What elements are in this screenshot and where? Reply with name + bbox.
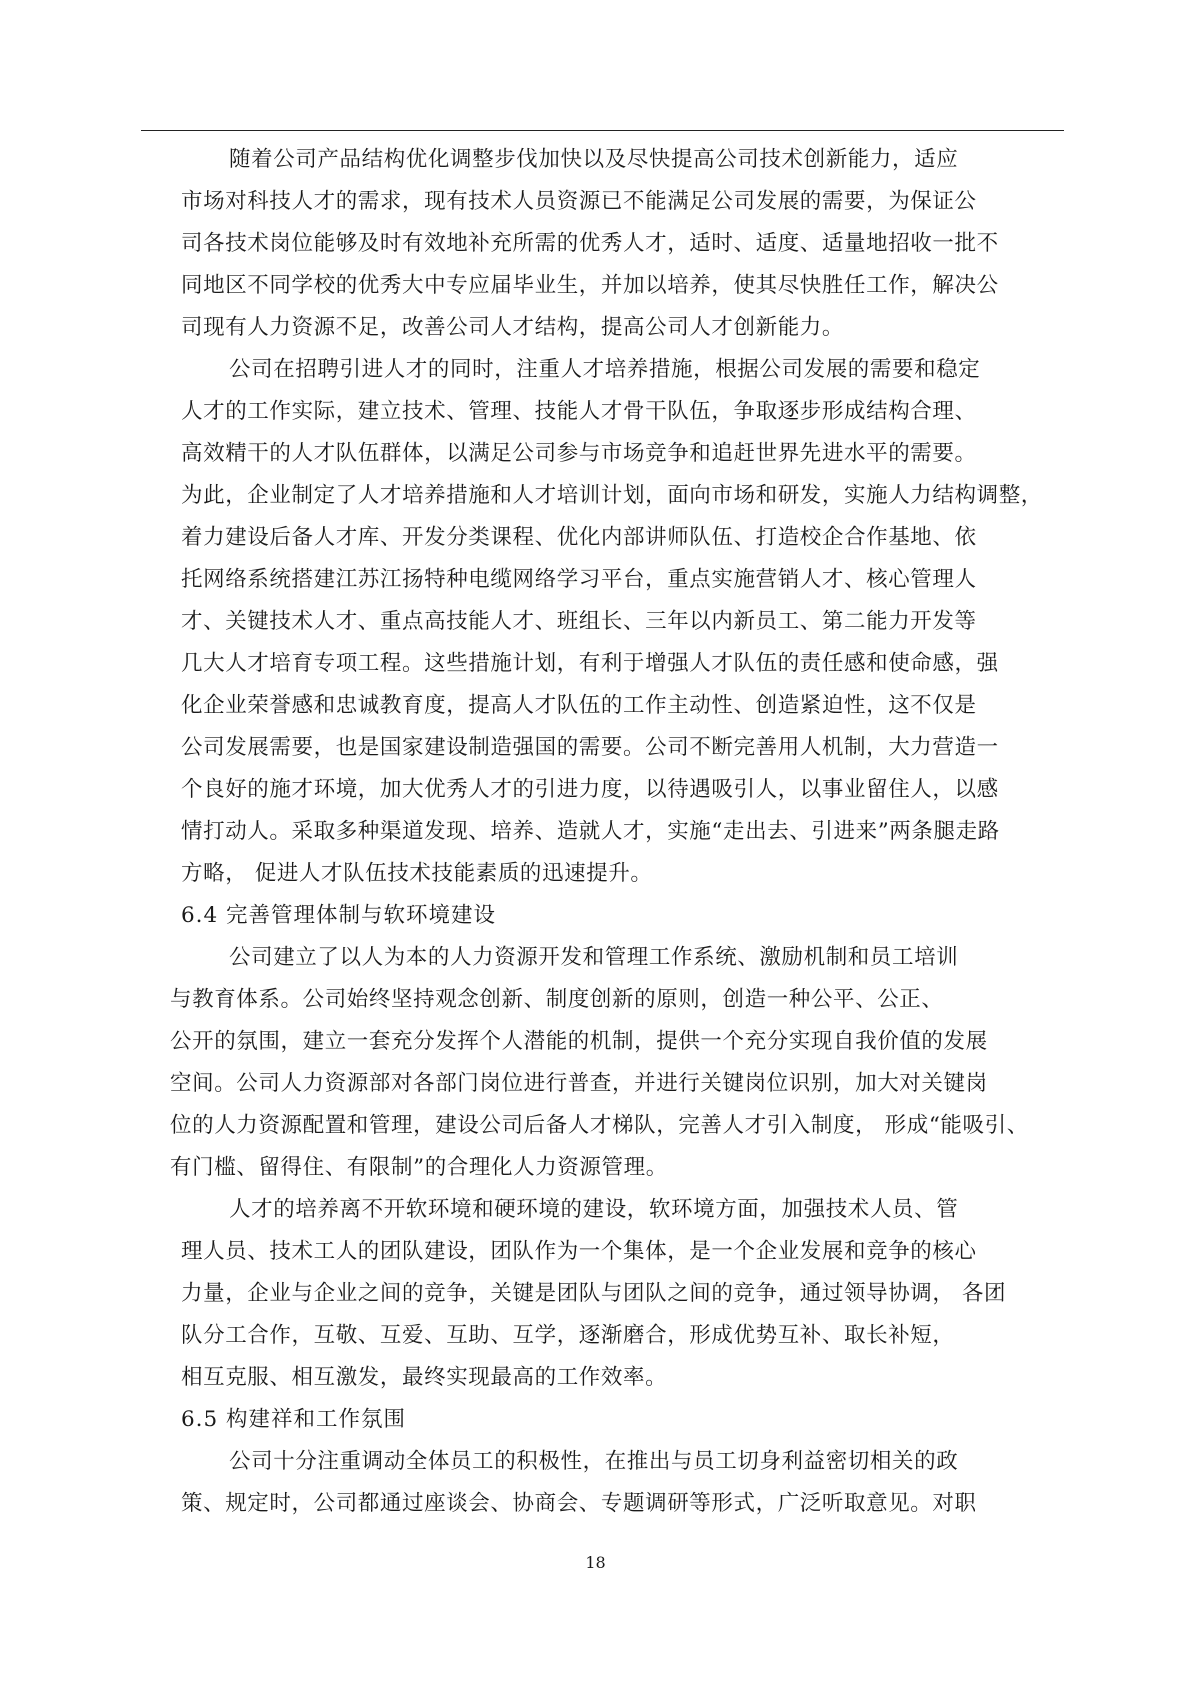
paragraph-line: 化企业荣誉感和忠诚教育度，提高人才队伍的工作主动性、创造紧迫性，这不仅是 [181,693,977,718]
paragraph-line: 人才的工作实际，建立技术、管理、技能人才骨干队伍，争取逐步形成结构合理、 [181,399,977,424]
paragraph-line: 才、关键技术人才、重点高技能人才、班组长、三年以内新员工、第二能力开发等 [181,609,977,634]
paragraph-line: 为此，企业制定了人才培养措施和人才培训计划，面向市场和研发，实施人力结构调整， [181,483,1043,508]
paragraph-line: 力量，企业与企业之间的竞争，关键是团队与团队之间的竞争，通过领导协调， 各团 [181,1281,1007,1306]
section-heading-6-5: 6.5 构建祥和工作氛围 [181,1407,407,1432]
paragraph-line: 有门槛、留得住、有限制”的合理化人力资源管理。 [170,1155,668,1180]
paragraph-line: 个良好的施才环境，加大优秀人才的引进力度，以待遇吸引人，以事业留住人，以感 [181,777,999,802]
paragraph-line: 同地区不同学校的优秀大中专应届毕业生，并加以培养，使其尽快胜任工作，解决公 [181,273,999,298]
paragraph-line: 随着公司产品结构优化调整步伐加快以及尽快提高公司技术创新能力，适应 [229,147,959,172]
paragraph-line: 市场对科技人才的需求，现有技术人员资源已不能满足公司发展的需要，为保证公 [181,189,977,214]
paragraph-line: 高效精干的人才队伍群体，以满足公司参与市场竞争和追赶世界先进水平的需要。 [181,441,977,466]
paragraph-line: 方略， 促进人才队伍技术技能素质的迅速提升。 [181,861,653,886]
paragraph-line: 相互克服、相互激发，最终实现最高的工作效率。 [181,1365,668,1390]
paragraph-line: 公司在招聘引进人才的同时，注重人才培养措施，根据公司发展的需要和稳定 [229,357,981,382]
paragraph-line: 托网络系统搭建江苏江扬特种电缆网络学习平台，重点实施营销人才、核心管理人 [181,567,977,592]
paragraph-line: 位的人力资源配置和管理，建设公司后备人才梯队，完善人才引入制度， 形成“能吸引、 [170,1113,1029,1138]
paragraph-line: 司现有人力资源不足，改善公司人才结构，提高公司人才创新能力。 [181,315,845,340]
paragraph-line: 人才的培养离不开软环境和硬环境的建设，软环境方面，加强技术人员、管 [229,1197,959,1222]
paragraph-line: 公开的氛围，建立一套充分发挥个人潜能的机制，提供一个充分实现自我价值的发展 [170,1029,988,1054]
paragraph-line: 着力建设后备人才库、开发分类课程、优化内部讲师队伍、打造校企合作基地、依 [181,525,977,550]
paragraph-line: 公司发展需要，也是国家建设制造强国的需要。公司不断完善用人机制，大力营造一 [181,735,999,760]
paragraph-line: 策、规定时，公司都通过座谈会、协商会、专题调研等形式，广泛听取意见。对职 [181,1491,977,1516]
paragraph-line: 情打动人。采取多种渠道发现、培养、造就人才，实施“走出去、引进来”两条腿走路 [181,819,1000,844]
paragraph-line: 队分工合作，互敬、互爱、互助、互学，逐渐磨合，形成优势互补、取长补短， [181,1323,955,1348]
paragraph-line: 公司十分注重调动全体员工的积极性，在推出与员工切身利益密切相关的政 [229,1449,959,1474]
section-heading-6-4: 6.4 完善管理体制与软环境建设 [181,903,497,928]
paragraph-line: 空间。公司人力资源部对各部门岗位进行普查，并进行关键岗位识别，加大对关键岗 [170,1071,988,1096]
paragraph-line: 几大人才培育专项工程。这些措施计划，有利于增强人才队伍的责任感和使命感，强 [181,651,999,676]
header-rule [141,130,1064,131]
page-number: 18 [585,1553,606,1572]
paragraph-line: 理人员、技术工人的团队建设，团队作为一个集体，是一个企业发展和竞争的核心 [181,1239,977,1264]
paragraph-line: 司各技术岗位能够及时有效地补充所需的优秀人才，适时、适度、适量地招收一批不 [181,231,999,256]
paragraph-line: 公司建立了以人为本的人力资源开发和管理工作系统、激励机制和员工培训 [229,945,959,970]
paragraph-line: 与教育体系。公司始终坚持观念创新、制度创新的原则，创造一种公平、公正、 [170,987,944,1012]
